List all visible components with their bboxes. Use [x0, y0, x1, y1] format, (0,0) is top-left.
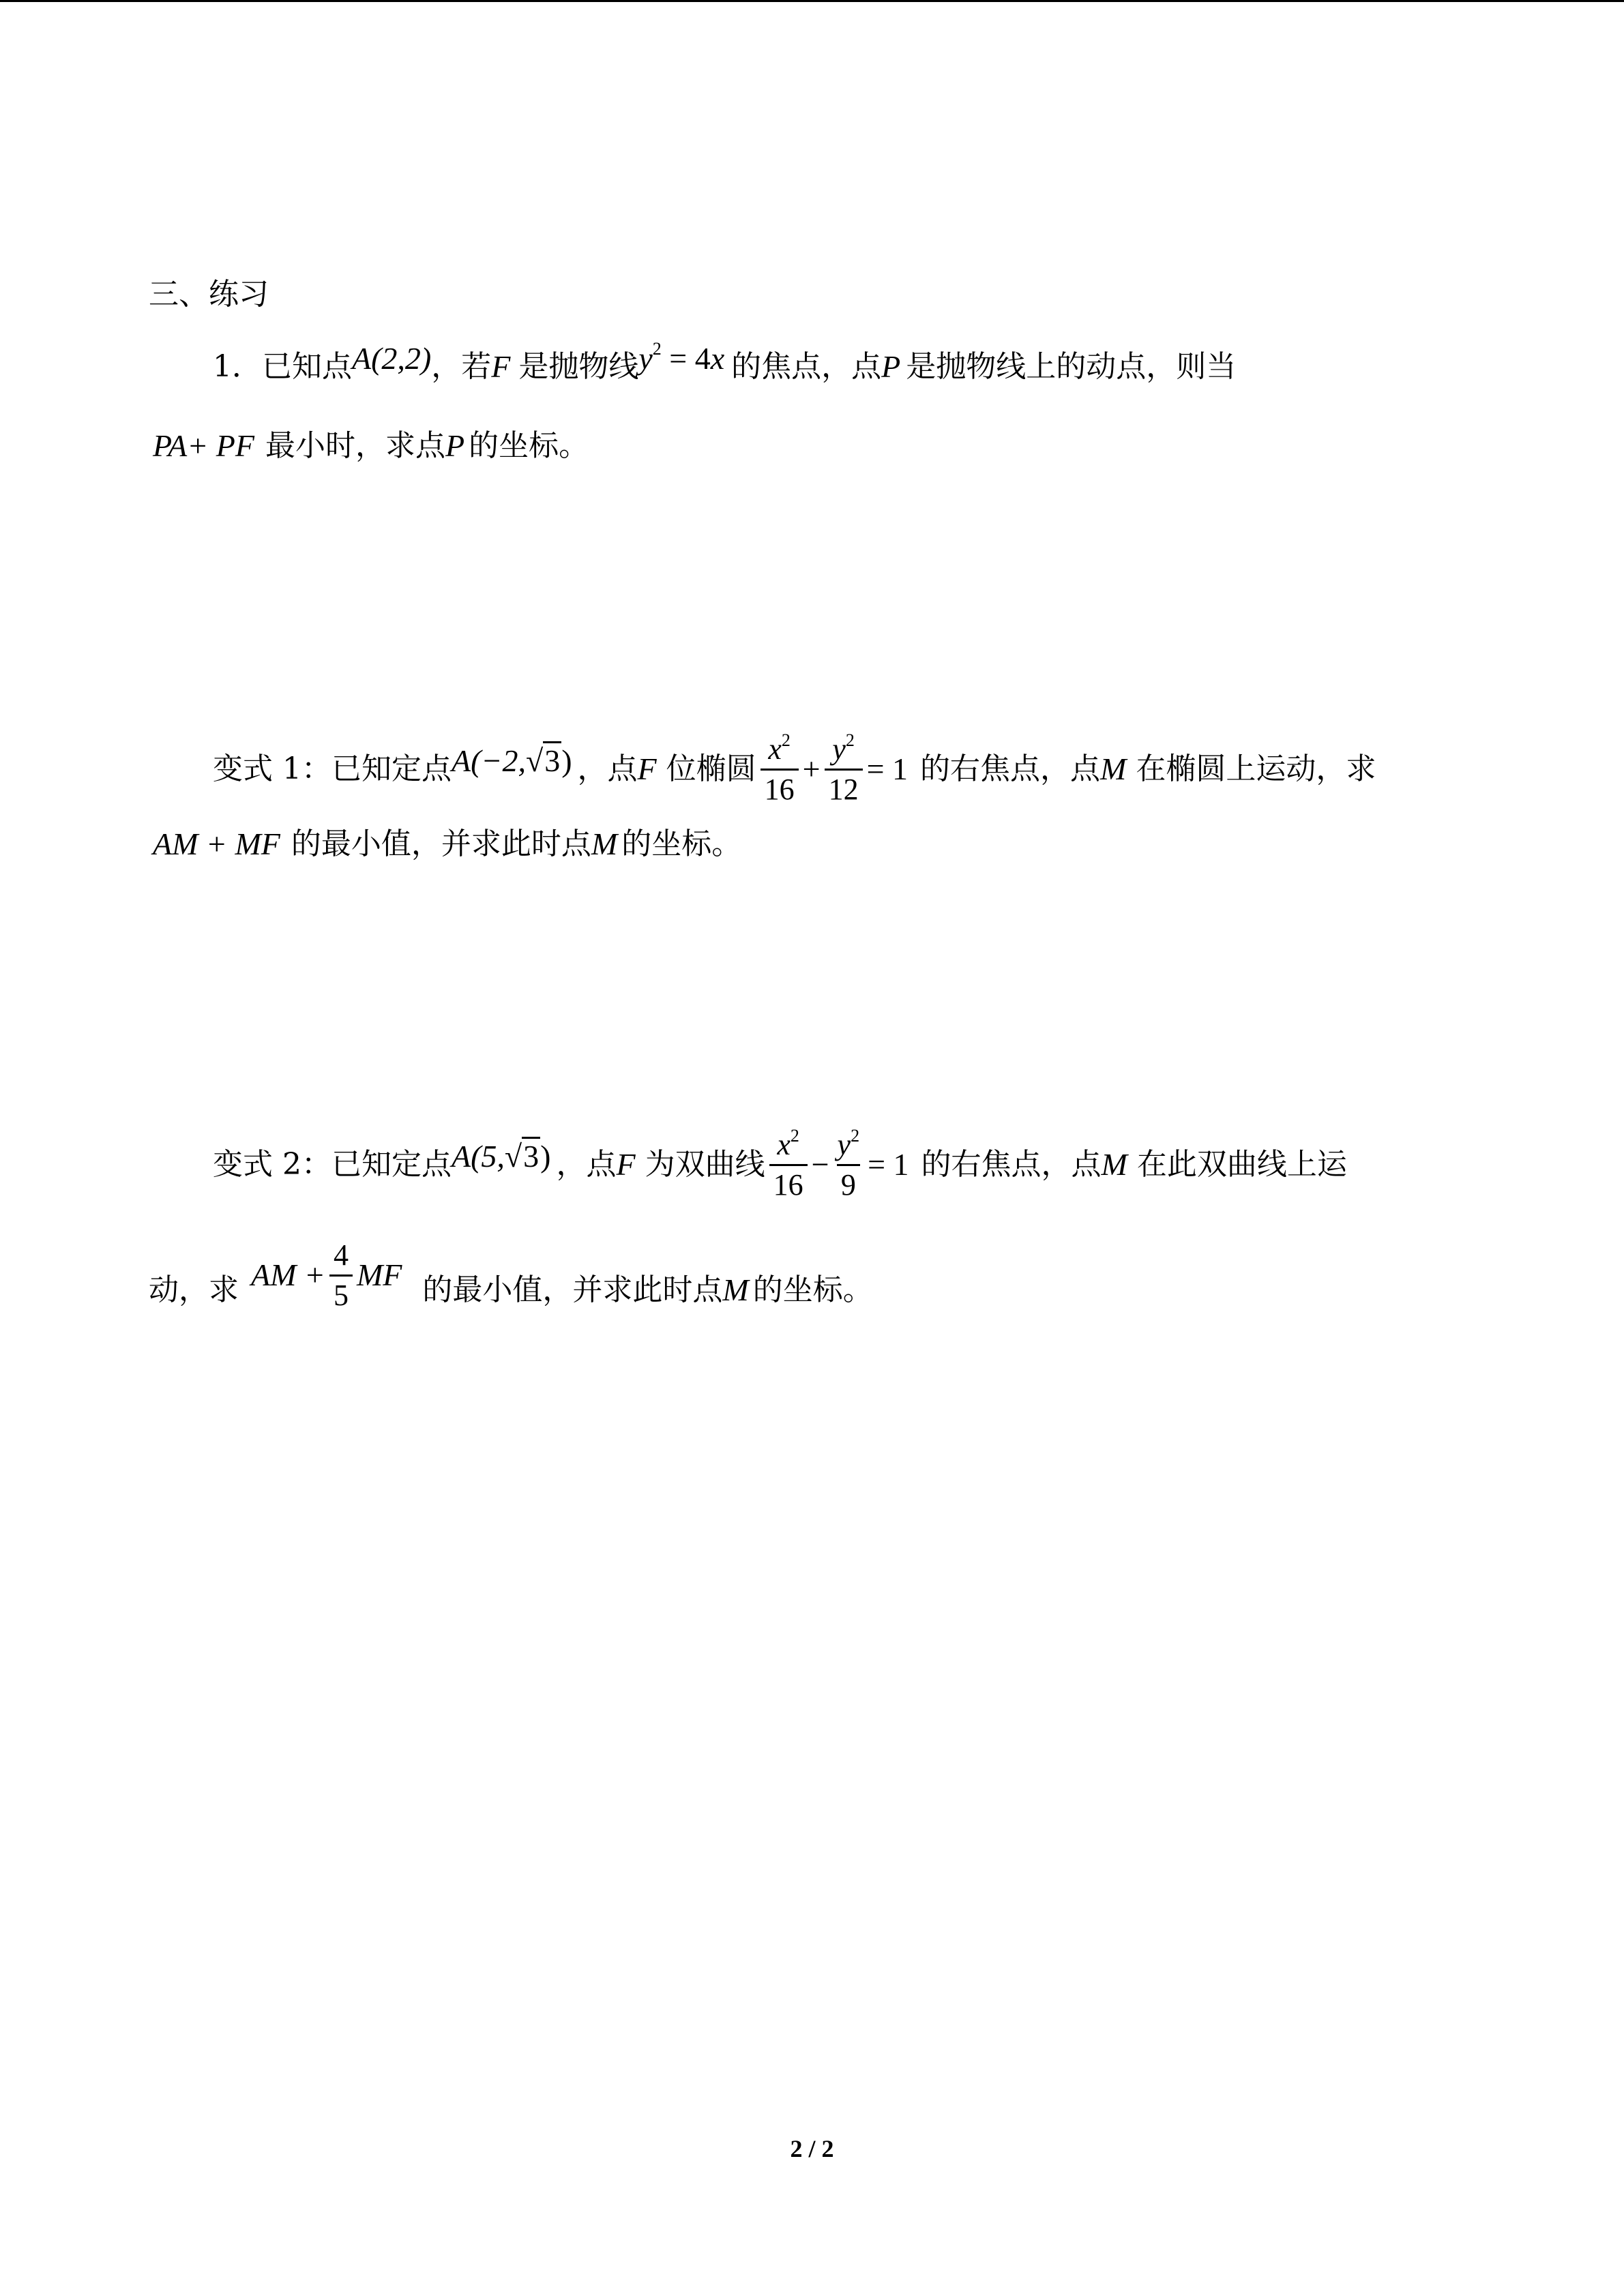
text: 变式 1：已知定点	[213, 751, 452, 786]
math-exp: 2	[652, 339, 662, 359]
radicand: 3	[543, 741, 561, 778]
math-a: A(−2,	[451, 743, 526, 778]
am-mf-math	[153, 826, 280, 861]
denominator: 16	[769, 1164, 808, 1200]
exp: 2	[781, 730, 791, 750]
point-a-math	[452, 1141, 551, 1172]
denominator: 5	[329, 1274, 353, 1311]
text: 的坐标。	[752, 1272, 873, 1307]
math-m: M	[591, 826, 618, 861]
numerator	[833, 1125, 864, 1164]
math-f: F	[616, 1147, 636, 1182]
math-m: M	[1100, 751, 1127, 786]
text: 为双曲线	[645, 1147, 765, 1182]
point-a-math	[452, 745, 572, 777]
math-x: x	[710, 341, 725, 376]
math-am-mf: AM + MF	[153, 826, 280, 861]
text: ，若	[431, 349, 492, 384]
math-p: P	[881, 349, 901, 384]
text: 是抛物线上的动点，则当	[906, 349, 1237, 384]
text: 的右焦点，点	[920, 751, 1101, 786]
problem1-line1	[0, 326, 1624, 408]
problem1-line2	[0, 405, 1624, 487]
math-a: A(5,	[451, 1139, 505, 1174]
point-m2-math	[591, 826, 618, 861]
math-f: F	[637, 751, 657, 786]
math-m: M	[1101, 1147, 1127, 1182]
exp: 2	[851, 1125, 860, 1146]
math-y: y	[832, 732, 846, 766]
math-f: F	[491, 349, 511, 384]
text: 的最小值，并求此时点	[422, 1272, 723, 1307]
math-x: x	[777, 1127, 791, 1161]
point-m-math	[1102, 1149, 1127, 1180]
math-op: +	[802, 751, 821, 786]
text: 的焦点，点	[731, 349, 882, 384]
sqrt: √3	[505, 1141, 540, 1172]
hyperbola-fraction-x	[769, 1125, 808, 1202]
numerator: 4	[333, 1238, 349, 1272]
point-p-math	[881, 351, 900, 383]
exp: 2	[845, 730, 855, 750]
math-a: A(2,2)	[352, 341, 432, 376]
top-border	[0, 0, 1624, 2]
parabola-equation	[638, 339, 725, 376]
math-x: x	[768, 732, 782, 766]
page-number: 2 / 2	[790, 2135, 834, 2162]
text: ，点	[577, 751, 638, 786]
text: ，点	[556, 1147, 617, 1182]
numerator	[828, 730, 859, 769]
math-y: y	[638, 341, 653, 376]
math-eq: = 4	[661, 341, 711, 376]
math-mf: MF	[356, 1257, 402, 1292]
denominator: 9	[837, 1164, 860, 1200]
math-eq: = 1	[866, 751, 909, 786]
radicand: 3	[522, 1137, 540, 1174]
math-y: y	[837, 1127, 851, 1161]
hyperbola-fraction-y	[833, 1125, 864, 1202]
text: 是抛物线	[518, 349, 639, 384]
section-title-text: 三、练习	[149, 277, 269, 312]
text: 在椭圆上运动，求	[1136, 751, 1376, 786]
text: 的最小值，并求此时点	[291, 826, 591, 861]
section-title	[0, 254, 1624, 336]
math-paren: )	[540, 1139, 551, 1174]
text: 变式 2：已知定点	[213, 1147, 452, 1182]
text: 1．已知点	[213, 349, 352, 384]
text: 的坐标。	[621, 826, 742, 861]
math-eq: = 1	[868, 1147, 909, 1182]
sqrt: √3	[526, 745, 561, 777]
numerator	[764, 730, 795, 769]
point-p2-math	[445, 430, 464, 462]
text: 动，求	[149, 1272, 239, 1307]
focus-f-math	[491, 351, 510, 383]
text: 最小时，求点	[265, 428, 446, 463]
math-p: P	[445, 428, 465, 463]
text: 的右焦点，点	[921, 1147, 1102, 1182]
text: 位椭圆	[666, 751, 756, 786]
four-fifths-fraction	[329, 1240, 353, 1311]
text: 在此双曲线上运	[1136, 1147, 1347, 1182]
am-4-5-mf-math	[251, 1240, 402, 1311]
math-m: M	[722, 1272, 749, 1307]
numerator	[773, 1125, 803, 1164]
point-m-math	[1100, 751, 1127, 786]
ellipse-fraction-x	[761, 730, 799, 806]
math-op: −	[811, 1147, 829, 1182]
point-m2-math	[722, 1274, 748, 1306]
variant1-line2	[0, 803, 1624, 885]
variant2-line1	[0, 1117, 1624, 1212]
denominator: 12	[825, 769, 863, 805]
variant2-line2	[0, 1236, 1624, 1345]
pa-pf-math	[153, 430, 254, 462]
point-a-math	[352, 343, 431, 374]
math-pa-pf: PA+ PF	[153, 428, 255, 463]
math-paren: )	[561, 743, 572, 778]
text: 的坐标。	[469, 428, 589, 463]
variant1-line1	[0, 721, 1624, 817]
ellipse-fraction-y	[825, 730, 863, 806]
math-am: AM +	[251, 1257, 325, 1292]
denominator: 16	[761, 769, 799, 805]
exp: 2	[790, 1125, 799, 1146]
focus-f-math	[616, 1149, 635, 1180]
focus-f-math	[637, 751, 657, 786]
